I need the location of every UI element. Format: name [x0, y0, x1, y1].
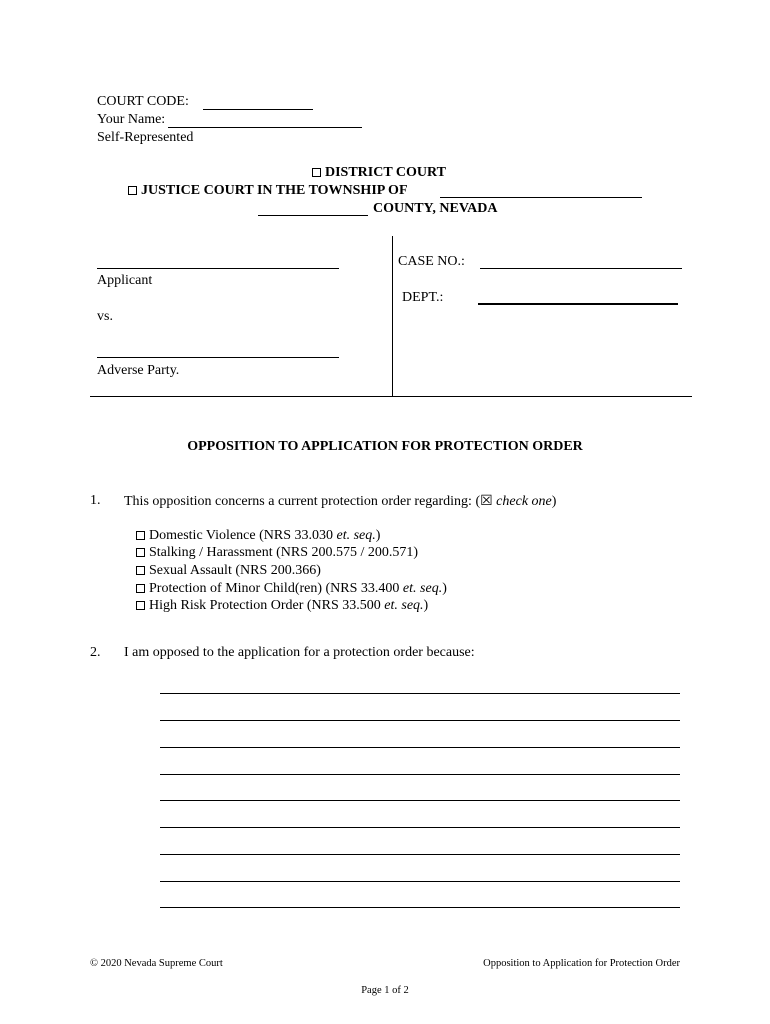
dept-label: DEPT.: [402, 290, 444, 305]
justice-court-label: JUSTICE COURT IN THE TOWNSHIP OF [141, 183, 408, 198]
option-high-risk: High Risk Protection Order (NRS 33.500 et. seq.) [136, 598, 428, 614]
reason-line[interactable] [160, 854, 680, 855]
option-stalking-harassment: Stalking / Harassment (NRS 200.575 / 200.571) [136, 545, 418, 561]
district-court-option [312, 165, 446, 181]
reason-line[interactable] [160, 827, 680, 828]
county-nevada-label: COUNTY, NEVADA [373, 201, 498, 216]
caption-vertical-divider [392, 236, 393, 397]
section-2-text: I am opposed to the application for a protection order because: [124, 645, 475, 660]
justice-court-option [128, 183, 408, 199]
stalking-harassment-checkbox[interactable] [136, 548, 145, 557]
dept-field[interactable] [478, 303, 678, 305]
option-sexual-assault: Sexual Assault (NRS 200.366) [136, 563, 321, 579]
justice-court-checkbox[interactable] [128, 186, 137, 195]
sexual-assault-checkbox[interactable] [136, 566, 145, 575]
footer-copyright: © 2020 Nevada Supreme Court [90, 958, 223, 969]
reason-line[interactable] [160, 720, 680, 721]
case-no-field[interactable] [480, 268, 682, 269]
protection-minor-checkbox[interactable] [136, 584, 145, 593]
reason-line[interactable] [160, 800, 680, 801]
case-no-label: CASE NO.: [398, 254, 465, 269]
footer-page-number: Page 1 of 2 [361, 985, 409, 996]
applicant-field[interactable] [97, 268, 339, 269]
reason-line[interactable] [160, 881, 680, 882]
section-1-number: 1. [90, 493, 101, 508]
reason-line[interactable] [160, 693, 680, 694]
applicant-label: Applicant [97, 273, 153, 288]
section-1-text: This opposition concerns a current protection order regarding: (☒ check one) [124, 494, 557, 509]
district-court-checkbox[interactable] [312, 168, 321, 177]
your-name-label: Your Name: [97, 112, 166, 127]
court-code-label: COURT CODE: [97, 94, 189, 109]
county-field[interactable] [258, 215, 368, 216]
checked-box-icon: ☒ [480, 494, 493, 509]
section-2-number: 2. [90, 645, 101, 660]
township-field[interactable] [440, 197, 642, 198]
district-court-label: DISTRICT COURT [325, 165, 447, 180]
domestic-violence-checkbox[interactable] [136, 531, 145, 540]
vs-label: vs. [97, 309, 113, 324]
high-risk-checkbox[interactable] [136, 601, 145, 610]
your-name-field[interactable] [168, 127, 362, 128]
adverse-party-label: Adverse Party. [97, 363, 180, 378]
option-domestic-violence: Domestic Violence (NRS 33.030 et. seq.) [136, 528, 380, 544]
footer-form-title: Opposition to Application for Protection Order [483, 958, 680, 969]
document-title: OPPOSITION TO APPLICATION FOR PROTECTION ORDER [187, 439, 583, 454]
reason-line[interactable] [160, 774, 680, 775]
caption-horizontal-divider [90, 396, 692, 397]
reason-line[interactable] [160, 907, 680, 908]
self-represented-label: Self-Represented [97, 130, 194, 145]
option-protection-minor: Protection of Minor Child(ren) (NRS 33.400 et. seq.) [136, 581, 447, 597]
reason-line[interactable] [160, 747, 680, 748]
court-code-field[interactable] [203, 109, 313, 110]
adverse-party-field[interactable] [97, 357, 339, 358]
